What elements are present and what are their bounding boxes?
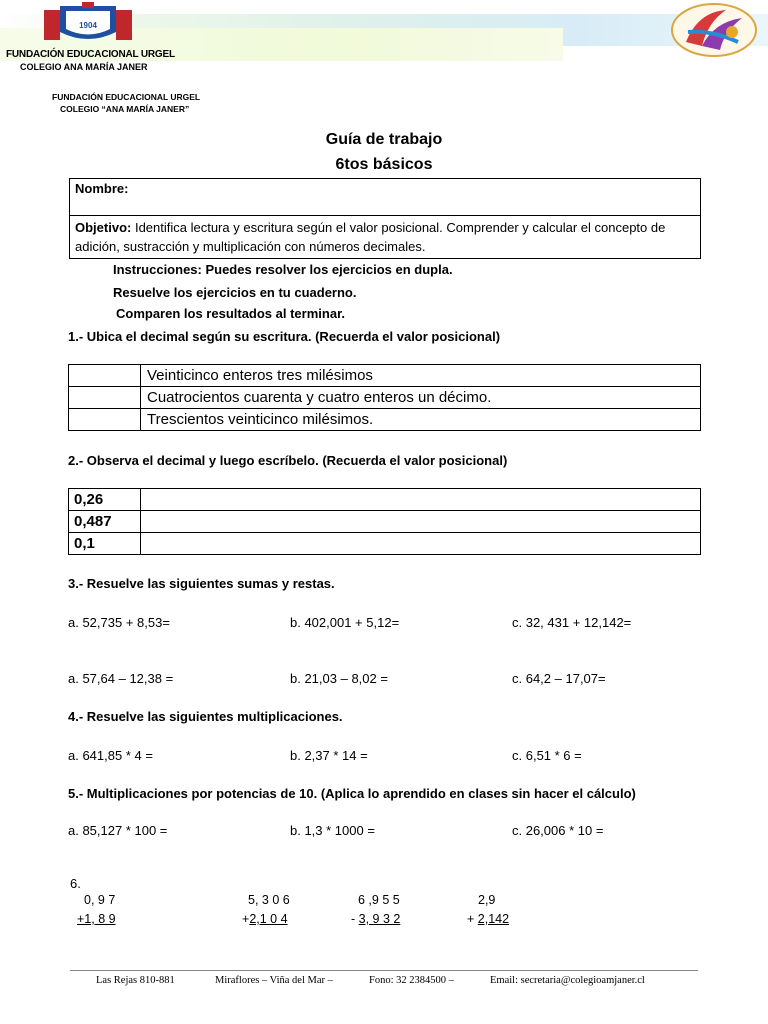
q6-op2-bottom [242, 912, 288, 926]
objective-cell [70, 216, 701, 259]
q2-heading: 2.- Observa el decimal y luego escríbelo. (Recuerda el valor posicional) [68, 453, 508, 468]
college-small: COLEGIO “ANA MARÍA JANER” [60, 104, 190, 114]
footer-divider [70, 970, 698, 971]
footer-address: Las Rejas 810-881 [96, 975, 175, 986]
q6-op1-top: 0, 9 7 [84, 893, 116, 907]
q6-op1-addend: +1, 8 9 [77, 912, 116, 926]
q5-exercise: a. 85,127 * 100 = [68, 823, 168, 838]
q2-decimal: 0,1 [69, 533, 141, 555]
header-foundation: FUNDACIÓN EDUCACIONAL URGEL [6, 49, 175, 60]
q3-exercise: c. 64,2 – 17,07= [512, 671, 606, 686]
instruction-1: Instrucciones: Puedes resolver los ejercicios en dupla. [113, 262, 453, 277]
q2-table [68, 488, 701, 555]
q2-answer-cell[interactable] [141, 489, 701, 511]
table-row [69, 387, 701, 409]
q4-exercise: b. 2,37 * 14 = [290, 748, 368, 763]
q1-statement: Trescientos veinticinco milésimos. [141, 409, 701, 431]
q6-op2-sign: + [242, 912, 250, 926]
q4-heading: 4.- Resuelve las siguientes multiplicaciones. [68, 709, 343, 724]
q6-op4-addend: 2,142 [477, 912, 510, 926]
q4-exercise: c. 6,51 * 6 = [512, 748, 582, 763]
q3-exercise: a. 52,735 + 8,53= [68, 615, 170, 630]
q1-answer-cell[interactable] [69, 409, 141, 431]
table-row [69, 409, 701, 431]
foundation-small: FUNDACIÓN EDUCACIONAL URGEL [52, 92, 201, 102]
page-subtitle: 6tos básicos [335, 156, 433, 173]
q3-exercise: a. 57,64 – 12,38 = [68, 671, 174, 686]
q6-op4-sign: + [467, 912, 478, 926]
q6-op1-bottom [77, 912, 116, 926]
q3-exercise: c. 32, 431 + 12,142= [512, 615, 632, 630]
objective-label: Objetivo: [75, 220, 132, 235]
objective-text: Identifica lectura y escritura según el valor posicional. Comprender y calcular el concepto de adición, sustracción y multiplicación con números decimales. [75, 220, 666, 254]
q5-exercise: b. 1,3 * 1000 = [290, 823, 375, 838]
q2-answer-cell[interactable] [141, 533, 701, 555]
table-row [69, 511, 701, 533]
name-field[interactable] [70, 179, 701, 216]
q6-op4-bottom [467, 912, 509, 926]
q1-table [68, 364, 701, 431]
q6-op3-bottom [351, 912, 400, 926]
footer-phone: Fono: 32 2384500 – [369, 975, 454, 986]
q1-answer-cell[interactable] [69, 365, 141, 387]
q6-number: 6. [70, 876, 81, 891]
q6-op3-subtrahend: 3, 9 3 2 [358, 912, 401, 926]
q2-answer-cell[interactable] [141, 511, 701, 533]
q6-op2-addend: 2,1 0 4 [249, 912, 288, 926]
table-row [69, 365, 701, 387]
q4-exercise: a. 641,85 * 4 = [68, 748, 153, 763]
header-college: COLEGIO ANA MARÍA JANER [20, 62, 148, 72]
table-row [69, 489, 701, 511]
q6-op3-sign: - [351, 912, 359, 926]
q1-statement: Veinticinco enteros tres milésimos [141, 365, 701, 387]
q6-op2-top: 5, 3 0 6 [248, 893, 290, 907]
q5-exercise: c. 26,006 * 10 = [512, 823, 604, 838]
footer-city: Miraflores – Viña del Mar – [215, 975, 333, 986]
crest-text: 1904 [79, 21, 97, 30]
q5-heading: 5.- Multiplicaciones por potencias de 10. (Aplica lo aprendido en clases sin hacer el cálculo) [68, 786, 636, 801]
footer-email[interactable]: Email: secretaria@colegioamjaner.cl [490, 975, 645, 986]
q6-op3-top: 6 ,9 5 5 [358, 893, 400, 907]
emblem-logo [668, 2, 760, 58]
q3-exercise: b. 21,03 – 8,02 = [290, 671, 388, 686]
q3-exercise: b. 402,001 + 5,12= [290, 615, 400, 630]
name-label: Nombre: [75, 181, 129, 196]
instruction-2: Resuelve los ejercicios en tu cuaderno. [113, 285, 357, 300]
school-crest-logo [42, 2, 134, 44]
q1-answer-cell[interactable] [69, 387, 141, 409]
q1-statement: Cuatrocientos cuarenta y cuatro enteros un décimo. [141, 387, 701, 409]
q6-op4-top: 2,9 [478, 893, 496, 907]
instruction-3: Comparen los resultados al terminar. [116, 306, 346, 321]
q3-heading: 3.- Resuelve las siguientes sumas y restas. [68, 576, 335, 591]
table-row [69, 533, 701, 555]
q2-decimal: 0,26 [69, 489, 141, 511]
q1-heading: 1.- Ubica el decimal según su escritura. (Recuerda el valor posicional) [68, 329, 501, 344]
q2-decimal: 0,487 [69, 511, 141, 533]
student-info-table [69, 178, 701, 259]
page-title: Guía de trabajo [325, 131, 443, 148]
